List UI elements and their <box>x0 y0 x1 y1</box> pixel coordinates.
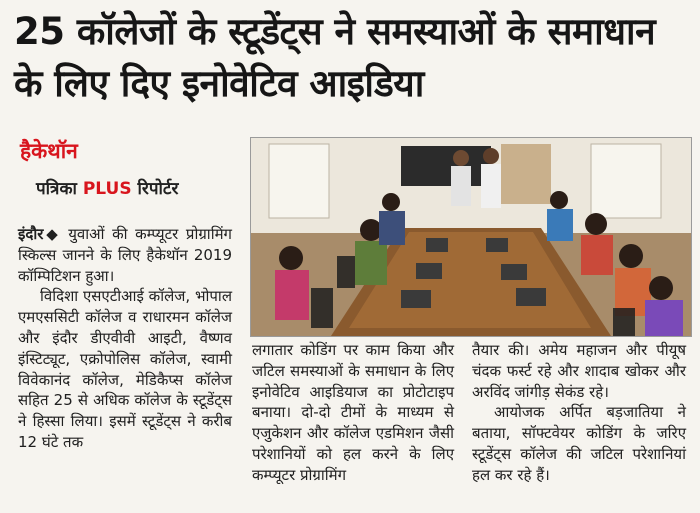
article-column-1 <box>18 224 232 453</box>
paragraph-2: विदिशा एसएटीआई कॉलेज, भोपाल एमएससिटी कॉलेज व राधारमन कॉलेज और इंदौर डीएवीवी आइटी, वैष्णव इंस्टिट्यूट, एक्रोपोलिस कॉलेज, स्वामी विवेकानंद कॉलेज, मेडिकैप्स कॉलेज सहित 25 से अधिक कॉलेज के स्टूडेंट्स ने हिस्सा लिया। इसमें स्टूडेंट्स ने करीब 12 घंटे तक <box>18 287 232 451</box>
article-column-3 <box>472 340 686 486</box>
paragraph-4: तैयार की। अमेय महाजन और पीयूष चंदक फर्स्ट रहे और शादाब खोकर और अरविंद जांगीड़ सेकंड रहे। <box>472 341 686 401</box>
section-kicker: हैकेथॉन <box>20 139 78 163</box>
news-photo <box>250 137 692 337</box>
paragraph-1: युवाओं की कम्प्यूटर प्रोग्रामिंग स्किल्स जानने के लिए हैकेथॉन 2019 कॉम्पिटिशन हुआ। <box>18 225 232 285</box>
paragraph-5: आयोजक अर्पित बड़जातिया ने बताया, सॉफ्टवेयर कोडिंग के जरिए स्टूडेंट्स कॉलेज की जटिल परेशानियां हल कर रहे हैं। <box>472 403 686 484</box>
photo-illustration <box>251 138 691 336</box>
byline-role: रिपोर्टर <box>137 179 179 199</box>
dateline-diamond-icon: ◆ <box>43 225 61 243</box>
article-column-2 <box>252 340 454 486</box>
dateline: इंदौर <box>18 225 44 243</box>
headline: 25 कॉलेजों के स्टूडेंट्स ने समस्याओं के समाधान के लिए दिए इनोवेटिव आइडिया <box>14 10 656 105</box>
byline-plus: PLUS <box>82 179 132 199</box>
paragraph-3: लगातार कोडिंग पर काम किया और जटिल समस्याओं के समाधान के लिए इनोवेटिव आइडियाज का प्रोटोटाइप बनाया। दो-दो टीमों के माध्यम से एजुकेशन और कॉलेज एडमिशन जैसी परेशानियों को हल करने के लिए कम्प्यूटर प्रोग्रामिंग <box>252 341 454 484</box>
byline-brand: पत्रिका <box>36 179 77 199</box>
byline <box>36 176 178 199</box>
